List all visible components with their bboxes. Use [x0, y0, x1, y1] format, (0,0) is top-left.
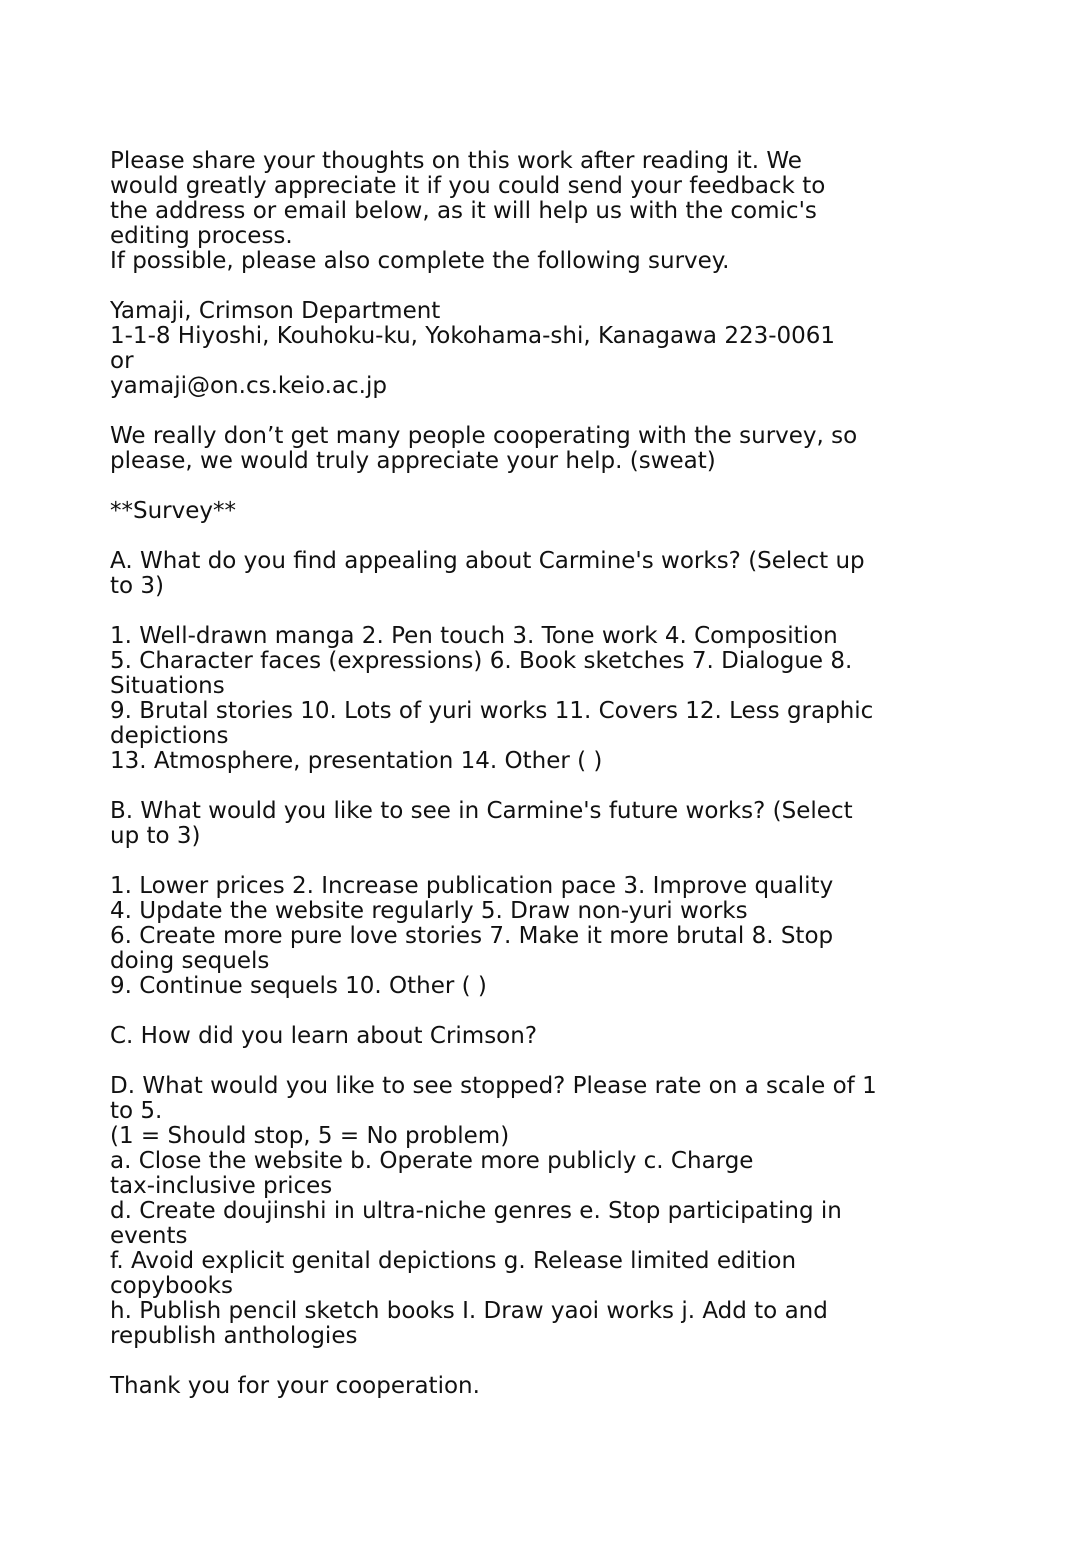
spacer — [110, 999, 990, 1024]
intro-line: If possible, please also complete the following survey. — [110, 248, 730, 274]
spacer — [110, 274, 990, 299]
plea-line: please, we would truly appreciate your help. (sweat) — [110, 448, 716, 474]
spacer — [110, 399, 990, 424]
spacer — [110, 1049, 990, 1074]
question-a-options: depictions — [110, 723, 229, 749]
question-d-options: a. Close the website b. Operate more publicly c. Charge — [110, 1148, 754, 1174]
question-b-options: 9. Continue sequels 10. Other ( ) — [110, 973, 487, 999]
question-a-options: 13. Atmosphere, presentation 14. Other ( ) — [110, 748, 603, 774]
contact-address: 1-1-8 Hiyoshi, Kouhoku-ku, Yokohama-shi, Kanagawa 223-0061 — [110, 323, 836, 349]
question-b-options: doing sequels — [110, 948, 270, 974]
plea-line: We really don’t get many people cooperating with the survey, so — [110, 423, 858, 449]
intro-line: editing process. — [110, 223, 293, 249]
question-d-options: events — [110, 1223, 188, 1249]
question-b-options: 4. Update the website regularly 5. Draw non-yuri works — [110, 898, 748, 924]
question-d-options: tax-inclusive prices — [110, 1173, 333, 1199]
intro-paragraph — [110, 149, 990, 274]
contact-block — [110, 299, 990, 399]
question-d-options: h. Publish pencil sketch books I. Draw yaoi works j. Add to and — [110, 1298, 828, 1324]
intro-line: the address or email below, as it will help us with the comic's — [110, 198, 817, 224]
question-d-text: to 5. — [110, 1098, 163, 1124]
question-d-text: D. What would you like to see stopped? Please rate on a scale of 1 — [110, 1073, 877, 1099]
question-b-text: B. What would you like to see in Carmine's future works? (Select — [110, 798, 853, 824]
question-b-options: 1. Lower prices 2. Increase publication pace 3. Improve quality — [110, 873, 834, 899]
question-d-scale: (1 = Should stop, 5 = No problem) — [110, 1123, 510, 1149]
intro-line: Please share your thoughts on this work after reading it. We — [110, 148, 802, 174]
question-a-options: 1. Well-drawn manga 2. Pen touch 3. Tone work 4. Composition — [110, 623, 838, 649]
question-b-options: 6. Create more pure love stories 7. Make it more brutal 8. Stop — [110, 923, 834, 949]
survey-heading: **Survey** — [110, 498, 237, 524]
document-page — [110, 149, 990, 1399]
question-c-text: C. How did you learn about Crimson? — [110, 1023, 538, 1049]
question-b-text: up to 3) — [110, 823, 201, 849]
question-a — [110, 549, 990, 774]
spacer — [110, 849, 990, 874]
question-a-text: A. What do you find appealing about Carmine's works? (Select up — [110, 548, 865, 574]
question-a-options: 5. Character faces (expressions) 6. Book sketches 7. Dialogue 8. — [110, 648, 853, 674]
question-b — [110, 799, 990, 999]
question-d-options: republish anthologies — [110, 1323, 358, 1349]
question-a-text: to 3) — [110, 573, 165, 599]
spacer — [110, 474, 990, 499]
intro-line: would greatly appreciate it if you could send your feedback to — [110, 173, 826, 199]
question-d-options: f. Avoid explicit genital depictions g. Release limited edition — [110, 1248, 797, 1274]
contact-or: or — [110, 348, 134, 374]
spacer — [110, 599, 990, 624]
spacer — [110, 524, 990, 549]
spacer — [110, 1349, 990, 1374]
closing-text: Thank you for your cooperation. — [110, 1373, 480, 1399]
spacer — [110, 774, 990, 799]
question-d-options: copybooks — [110, 1273, 233, 1299]
contact-name: Yamaji, Crimson Department — [110, 298, 441, 324]
plea-paragraph — [110, 424, 990, 474]
contact-email: yamaji@on.cs.keio.ac.jp — [110, 373, 387, 399]
question-d-options: d. Create doujinshi in ultra-niche genres e. Stop participating in — [110, 1198, 842, 1224]
question-a-options: Situations — [110, 673, 225, 699]
question-d — [110, 1074, 990, 1349]
question-a-options: 9. Brutal stories 10. Lots of yuri works 11. Covers 12. Less graphic — [110, 698, 874, 724]
